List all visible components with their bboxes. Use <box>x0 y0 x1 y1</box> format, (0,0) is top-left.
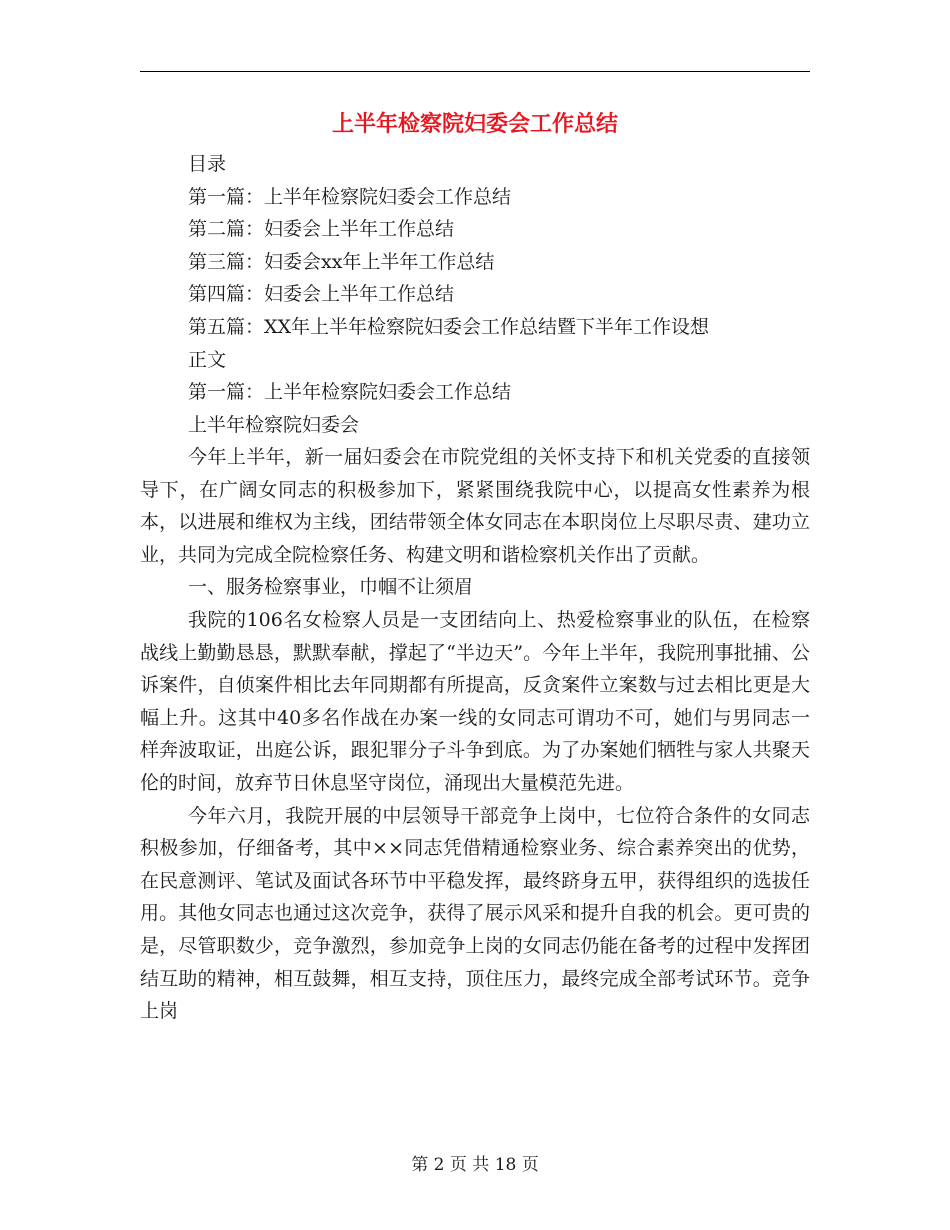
body-paragraph: 我院的106名女检察人员是一支团结向上、热爱检察事业的队伍，在检察战线上勤勤恳恳，默默奉献，撑起了“半边天”。今年上半年，我院刑事批捕、公诉案件，自侦案件相比去年同期都有所提高，反贪案件立案数与过去相比更是大幅上升。这其中40多名作战在办案一线的女同志可谓功不可，她们与男同志一样奔波取证，出庭公诉，跟犯罪分子斗争到底。为了办案她们牺牲与家人共聚天伦的时间，放弃节日休息坚守岗位，涌现出大量模范先进。 <box>140 608 810 794</box>
toc-heading: 目录 <box>188 153 227 175</box>
document-title: 上半年检察院妇委会工作总结 <box>331 112 618 137</box>
toc-item: 第三篇：妇委会xx年上半年工作总结 <box>188 250 495 273</box>
header-rule <box>140 71 810 72</box>
table-of-contents <box>140 148 810 441</box>
toc-item: 第二篇：妇委会上半年工作总结 <box>188 218 455 241</box>
toc-item: 第五篇：XX年上半年检察院妇委会工作总结暨下半年工作设想 <box>188 315 710 338</box>
article-body <box>140 441 810 1028</box>
toc-item: 第一篇：上半年检察院妇委会工作总结 <box>188 185 512 208</box>
toc-item: 第四篇：妇委会上半年工作总结 <box>188 283 455 306</box>
page-footer: 第 2 页 共 18 页 <box>411 1155 539 1175</box>
body-heading: 正文 <box>188 348 227 371</box>
article-title: 第一篇：上半年检察院妇委会工作总结 <box>188 381 512 404</box>
article-subtitle: 上半年检察院妇委会 <box>188 413 360 436</box>
body-paragraph: 今年六月，我院开展的中层领导干部竞争上岗中，七位符合条件的女同志积极参加，仔细备考，其中××同志凭借精通检察业务、综合素养突出的优势，在民意测评、笔试及面试各环节中平稳发挥，最终跻身五甲，获得组织的选拔任用。其他女同志也通过这次竞争，获得了展示风采和提升自我的机会。更可贵的是，尽管职数少，竞争激烈，参加竞争上岗的女同志仍能在备考的过程中发挥团结互助的精神，相互鼓舞，相互支持，顶住压力，最终完成全部考试环节。竞争上岗 <box>140 804 810 1023</box>
body-paragraph: 今年上半年，新一届妇委会在市院党组的关怀支持下和机关党委的直接领导下，在广阔女同志的积极参加下，紧紧围绕我院中心，以提高女性素养为根本，以进展和维权为主线，团结带领全体女同志在本职岗位上尽职尽责、建功立业，共同为完成全院检察任务、构建文明和谐检察机关作出了贡献。 <box>140 446 810 566</box>
section-heading: 一、服务检察事业，巾帼不让须眉 <box>188 576 474 599</box>
